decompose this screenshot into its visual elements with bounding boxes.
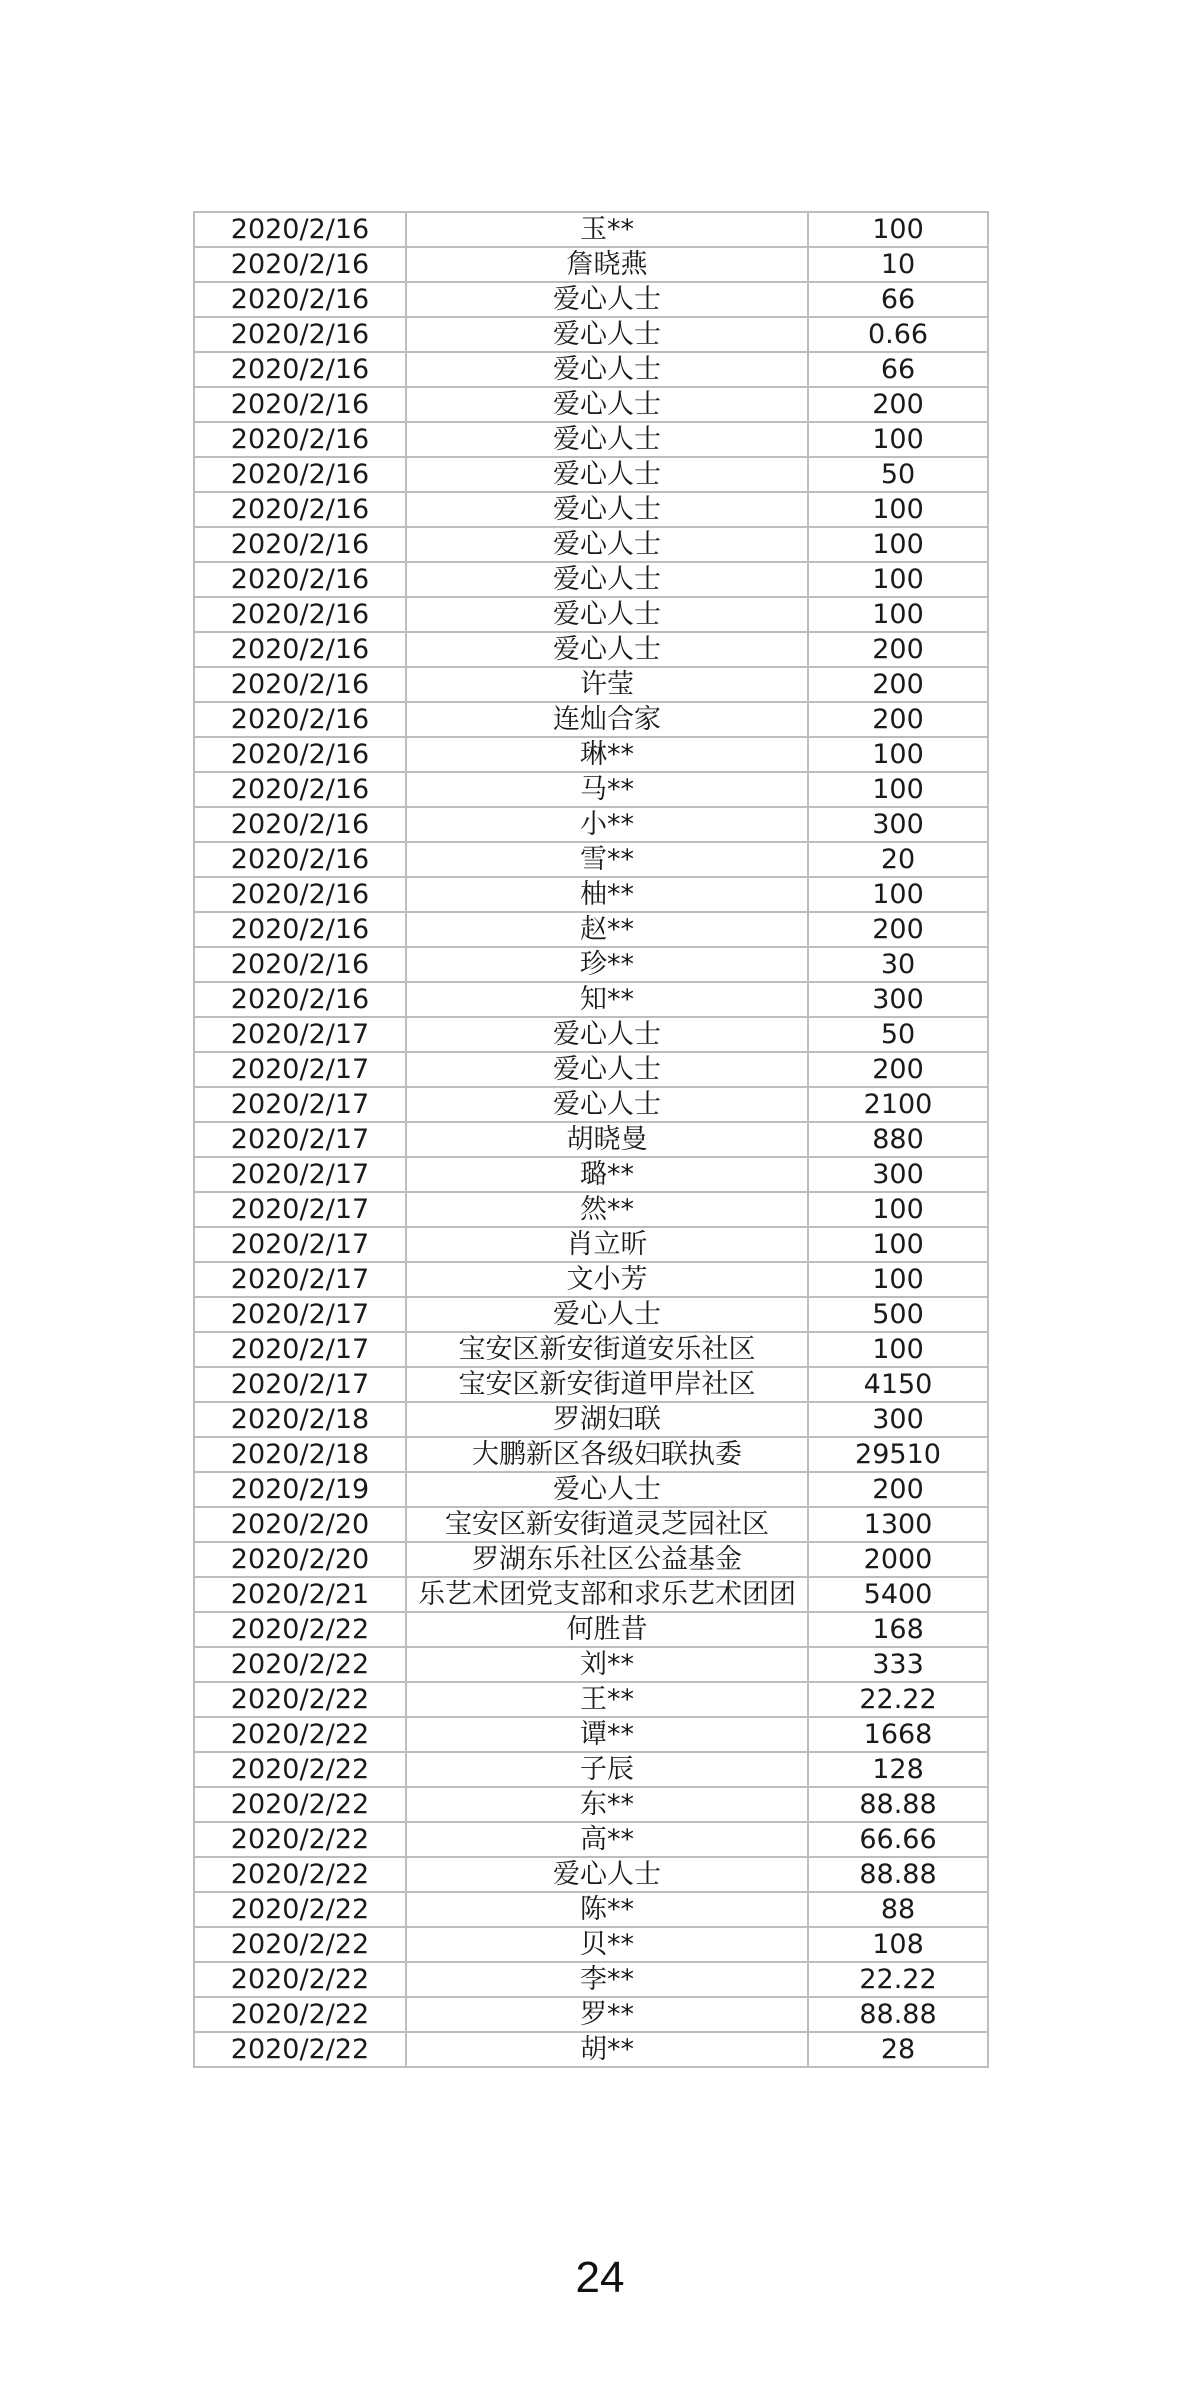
date-cell: 2020/2/17 bbox=[194, 1087, 406, 1122]
table-row bbox=[194, 212, 988, 247]
date-cell: 2020/2/17 bbox=[194, 1227, 406, 1262]
table-row bbox=[194, 387, 988, 422]
date-cell: 2020/2/17 bbox=[194, 1262, 406, 1297]
amount-cell: 29510 bbox=[808, 1437, 988, 1472]
amount-cell: 66 bbox=[808, 282, 988, 317]
name-cell: 胡** bbox=[406, 2032, 808, 2067]
table-row bbox=[194, 282, 988, 317]
table-row bbox=[194, 1262, 988, 1297]
date-cell: 2020/2/21 bbox=[194, 1577, 406, 1612]
name-cell: 爱心人士 bbox=[406, 352, 808, 387]
table-row bbox=[194, 1192, 988, 1227]
amount-cell: 100 bbox=[808, 212, 988, 247]
name-cell: 爱心人士 bbox=[406, 1472, 808, 1507]
amount-cell: 100 bbox=[808, 737, 988, 772]
name-cell: 爱心人士 bbox=[406, 317, 808, 352]
amount-cell: 88 bbox=[808, 1892, 988, 1927]
name-cell: 宝安区新安街道安乐社区 bbox=[406, 1332, 808, 1367]
amount-cell: 100 bbox=[808, 1192, 988, 1227]
table-row bbox=[194, 982, 988, 1017]
date-cell: 2020/2/16 bbox=[194, 807, 406, 842]
table-row bbox=[194, 1822, 988, 1857]
name-cell: 爱心人士 bbox=[406, 527, 808, 562]
amount-cell: 100 bbox=[808, 1227, 988, 1262]
table-row bbox=[194, 1227, 988, 1262]
amount-cell: 100 bbox=[808, 772, 988, 807]
date-cell: 2020/2/16 bbox=[194, 527, 406, 562]
date-cell: 2020/2/16 bbox=[194, 352, 406, 387]
amount-cell: 88.88 bbox=[808, 1857, 988, 1892]
date-cell: 2020/2/22 bbox=[194, 1717, 406, 1752]
table-row bbox=[194, 1297, 988, 1332]
table-row bbox=[194, 1507, 988, 1542]
amount-cell: 100 bbox=[808, 527, 988, 562]
date-cell: 2020/2/16 bbox=[194, 597, 406, 632]
name-cell: 肖立昕 bbox=[406, 1227, 808, 1262]
date-cell: 2020/2/16 bbox=[194, 422, 406, 457]
name-cell: 乐艺术团党支部和求乐艺术团团 bbox=[406, 1577, 808, 1612]
amount-cell: 10 bbox=[808, 247, 988, 282]
amount-cell: 300 bbox=[808, 982, 988, 1017]
amount-cell: 1300 bbox=[808, 1507, 988, 1542]
amount-cell: 1668 bbox=[808, 1717, 988, 1752]
date-cell: 2020/2/16 bbox=[194, 982, 406, 1017]
amount-cell: 200 bbox=[808, 912, 988, 947]
name-cell: 刘** bbox=[406, 1647, 808, 1682]
table-row bbox=[194, 1087, 988, 1122]
amount-cell: 100 bbox=[808, 492, 988, 527]
date-cell: 2020/2/16 bbox=[194, 772, 406, 807]
table-row bbox=[194, 1857, 988, 1892]
table-row bbox=[194, 1017, 988, 1052]
table-row bbox=[194, 1437, 988, 1472]
table-row bbox=[194, 317, 988, 352]
name-cell: 大鹏新区各级妇联执委 bbox=[406, 1437, 808, 1472]
name-cell: 爱心人士 bbox=[406, 387, 808, 422]
amount-cell: 20 bbox=[808, 842, 988, 877]
table-row bbox=[194, 1787, 988, 1822]
table-row bbox=[194, 667, 988, 702]
date-cell: 2020/2/18 bbox=[194, 1437, 406, 1472]
table-row bbox=[194, 247, 988, 282]
date-cell: 2020/2/17 bbox=[194, 1192, 406, 1227]
name-cell: 子辰 bbox=[406, 1752, 808, 1787]
date-cell: 2020/2/16 bbox=[194, 387, 406, 422]
amount-cell: 50 bbox=[808, 1017, 988, 1052]
name-cell: 罗湖东乐社区公益基金 bbox=[406, 1542, 808, 1577]
table-row bbox=[194, 912, 988, 947]
name-cell: 小** bbox=[406, 807, 808, 842]
date-cell: 2020/2/16 bbox=[194, 562, 406, 597]
name-cell: 知** bbox=[406, 982, 808, 1017]
date-cell: 2020/2/16 bbox=[194, 912, 406, 947]
amount-cell: 66 bbox=[808, 352, 988, 387]
date-cell: 2020/2/22 bbox=[194, 1682, 406, 1717]
table-row bbox=[194, 2032, 988, 2067]
date-cell: 2020/2/16 bbox=[194, 282, 406, 317]
table-row bbox=[194, 1052, 988, 1087]
table-row bbox=[194, 947, 988, 982]
amount-cell: 2000 bbox=[808, 1542, 988, 1577]
table-row bbox=[194, 877, 988, 912]
amount-cell: 500 bbox=[808, 1297, 988, 1332]
date-cell: 2020/2/17 bbox=[194, 1052, 406, 1087]
table-row bbox=[194, 1997, 988, 2032]
date-cell: 2020/2/22 bbox=[194, 2032, 406, 2067]
date-cell: 2020/2/19 bbox=[194, 1472, 406, 1507]
name-cell: 马** bbox=[406, 772, 808, 807]
amount-cell: 28 bbox=[808, 2032, 988, 2067]
name-cell: 文小芳 bbox=[406, 1262, 808, 1297]
amount-cell: 200 bbox=[808, 667, 988, 702]
amount-cell: 300 bbox=[808, 1157, 988, 1192]
date-cell: 2020/2/16 bbox=[194, 317, 406, 352]
name-cell: 爱心人士 bbox=[406, 1087, 808, 1122]
name-cell: 东** bbox=[406, 1787, 808, 1822]
name-cell: 爱心人士 bbox=[406, 282, 808, 317]
date-cell: 2020/2/17 bbox=[194, 1367, 406, 1402]
name-cell: 许莹 bbox=[406, 667, 808, 702]
name-cell: 詹晓燕 bbox=[406, 247, 808, 282]
date-cell: 2020/2/22 bbox=[194, 1612, 406, 1647]
table-row bbox=[194, 772, 988, 807]
amount-cell: 300 bbox=[808, 1402, 988, 1437]
donation-table bbox=[193, 211, 989, 2068]
date-cell: 2020/2/20 bbox=[194, 1507, 406, 1542]
date-cell: 2020/2/16 bbox=[194, 247, 406, 282]
date-cell: 2020/2/18 bbox=[194, 1402, 406, 1437]
date-cell: 2020/2/22 bbox=[194, 1962, 406, 1997]
name-cell: 胡晓曼 bbox=[406, 1122, 808, 1157]
amount-cell: 880 bbox=[808, 1122, 988, 1157]
amount-cell: 88.88 bbox=[808, 1787, 988, 1822]
table-row bbox=[194, 1122, 988, 1157]
date-cell: 2020/2/22 bbox=[194, 1997, 406, 2032]
amount-cell: 22.22 bbox=[808, 1682, 988, 1717]
name-cell: 爱心人士 bbox=[406, 1052, 808, 1087]
amount-cell: 66.66 bbox=[808, 1822, 988, 1857]
table-row bbox=[194, 1717, 988, 1752]
amount-cell: 0.66 bbox=[808, 317, 988, 352]
amount-cell: 100 bbox=[808, 597, 988, 632]
table-row bbox=[194, 492, 988, 527]
date-cell: 2020/2/22 bbox=[194, 1752, 406, 1787]
amount-cell: 200 bbox=[808, 1052, 988, 1087]
amount-cell: 333 bbox=[808, 1647, 988, 1682]
date-cell: 2020/2/16 bbox=[194, 212, 406, 247]
table-row bbox=[194, 737, 988, 772]
table-row bbox=[194, 562, 988, 597]
date-cell: 2020/2/22 bbox=[194, 1892, 406, 1927]
table-row bbox=[194, 702, 988, 737]
date-cell: 2020/2/16 bbox=[194, 632, 406, 667]
date-cell: 2020/2/22 bbox=[194, 1822, 406, 1857]
name-cell: 爱心人士 bbox=[406, 492, 808, 527]
date-cell: 2020/2/22 bbox=[194, 1857, 406, 1892]
amount-cell: 100 bbox=[808, 1332, 988, 1367]
name-cell: 璐** bbox=[406, 1157, 808, 1192]
name-cell: 罗湖妇联 bbox=[406, 1402, 808, 1437]
date-cell: 2020/2/17 bbox=[194, 1157, 406, 1192]
amount-cell: 2100 bbox=[808, 1087, 988, 1122]
name-cell: 李** bbox=[406, 1962, 808, 1997]
table-row bbox=[194, 1402, 988, 1437]
table-row bbox=[194, 457, 988, 492]
table-row bbox=[194, 1892, 988, 1927]
name-cell: 谭** bbox=[406, 1717, 808, 1752]
date-cell: 2020/2/16 bbox=[194, 702, 406, 737]
date-cell: 2020/2/22 bbox=[194, 1927, 406, 1962]
name-cell: 珍** bbox=[406, 947, 808, 982]
date-cell: 2020/2/22 bbox=[194, 1647, 406, 1682]
name-cell: 爱心人士 bbox=[406, 1297, 808, 1332]
amount-cell: 100 bbox=[808, 1262, 988, 1297]
name-cell: 贝** bbox=[406, 1927, 808, 1962]
date-cell: 2020/2/16 bbox=[194, 842, 406, 877]
date-cell: 2020/2/16 bbox=[194, 877, 406, 912]
amount-cell: 4150 bbox=[808, 1367, 988, 1402]
amount-cell: 5400 bbox=[808, 1577, 988, 1612]
amount-cell: 200 bbox=[808, 702, 988, 737]
name-cell: 宝安区新安街道甲岸社区 bbox=[406, 1367, 808, 1402]
name-cell: 柚** bbox=[406, 877, 808, 912]
amount-cell: 168 bbox=[808, 1612, 988, 1647]
date-cell: 2020/2/22 bbox=[194, 1787, 406, 1822]
table-row bbox=[194, 1927, 988, 1962]
name-cell: 何胜昔 bbox=[406, 1612, 808, 1647]
table-row bbox=[194, 352, 988, 387]
table-row bbox=[194, 1962, 988, 1997]
amount-cell: 100 bbox=[808, 422, 988, 457]
date-cell: 2020/2/16 bbox=[194, 492, 406, 527]
table-row bbox=[194, 1577, 988, 1612]
amount-cell: 30 bbox=[808, 947, 988, 982]
donation-table-body bbox=[194, 212, 988, 2067]
name-cell: 爱心人士 bbox=[406, 457, 808, 492]
name-cell: 爱心人士 bbox=[406, 632, 808, 667]
name-cell: 爱心人士 bbox=[406, 562, 808, 597]
date-cell: 2020/2/17 bbox=[194, 1332, 406, 1367]
table-row bbox=[194, 842, 988, 877]
table-row bbox=[194, 1367, 988, 1402]
date-cell: 2020/2/20 bbox=[194, 1542, 406, 1577]
table-row bbox=[194, 807, 988, 842]
amount-cell: 50 bbox=[808, 457, 988, 492]
amount-cell: 100 bbox=[808, 877, 988, 912]
name-cell: 爱心人士 bbox=[406, 1857, 808, 1892]
name-cell: 然** bbox=[406, 1192, 808, 1227]
table-row bbox=[194, 1157, 988, 1192]
name-cell: 玉** bbox=[406, 212, 808, 247]
amount-cell: 128 bbox=[808, 1752, 988, 1787]
amount-cell: 200 bbox=[808, 632, 988, 667]
table-row bbox=[194, 1682, 988, 1717]
name-cell: 宝安区新安街道灵芝园社区 bbox=[406, 1507, 808, 1542]
name-cell: 赵** bbox=[406, 912, 808, 947]
name-cell: 高** bbox=[406, 1822, 808, 1857]
date-cell: 2020/2/16 bbox=[194, 947, 406, 982]
table-row bbox=[194, 1647, 988, 1682]
table-row bbox=[194, 597, 988, 632]
date-cell: 2020/2/16 bbox=[194, 667, 406, 702]
amount-cell: 200 bbox=[808, 1472, 988, 1507]
name-cell: 雪** bbox=[406, 842, 808, 877]
date-cell: 2020/2/17 bbox=[194, 1122, 406, 1157]
date-cell: 2020/2/17 bbox=[194, 1297, 406, 1332]
table-row bbox=[194, 632, 988, 667]
amount-cell: 22.22 bbox=[808, 1962, 988, 1997]
name-cell: 罗** bbox=[406, 1997, 808, 2032]
table-row bbox=[194, 1612, 988, 1647]
table-row bbox=[194, 1752, 988, 1787]
table-row bbox=[194, 1472, 988, 1507]
date-cell: 2020/2/16 bbox=[194, 457, 406, 492]
name-cell: 爱心人士 bbox=[406, 422, 808, 457]
table-row bbox=[194, 527, 988, 562]
name-cell: 爱心人士 bbox=[406, 1017, 808, 1052]
amount-cell: 200 bbox=[808, 387, 988, 422]
page-number: 24 bbox=[575, 2253, 625, 2302]
amount-cell: 100 bbox=[808, 562, 988, 597]
name-cell: 爱心人士 bbox=[406, 597, 808, 632]
table-row bbox=[194, 1542, 988, 1577]
date-cell: 2020/2/16 bbox=[194, 737, 406, 772]
name-cell: 王** bbox=[406, 1682, 808, 1717]
date-cell: 2020/2/17 bbox=[194, 1017, 406, 1052]
name-cell: 琳** bbox=[406, 737, 808, 772]
name-cell: 陈** bbox=[406, 1892, 808, 1927]
amount-cell: 108 bbox=[808, 1927, 988, 1962]
amount-cell: 300 bbox=[808, 807, 988, 842]
table-row bbox=[194, 422, 988, 457]
amount-cell: 88.88 bbox=[808, 1997, 988, 2032]
table-row bbox=[194, 1332, 988, 1367]
name-cell: 连灿合家 bbox=[406, 702, 808, 737]
